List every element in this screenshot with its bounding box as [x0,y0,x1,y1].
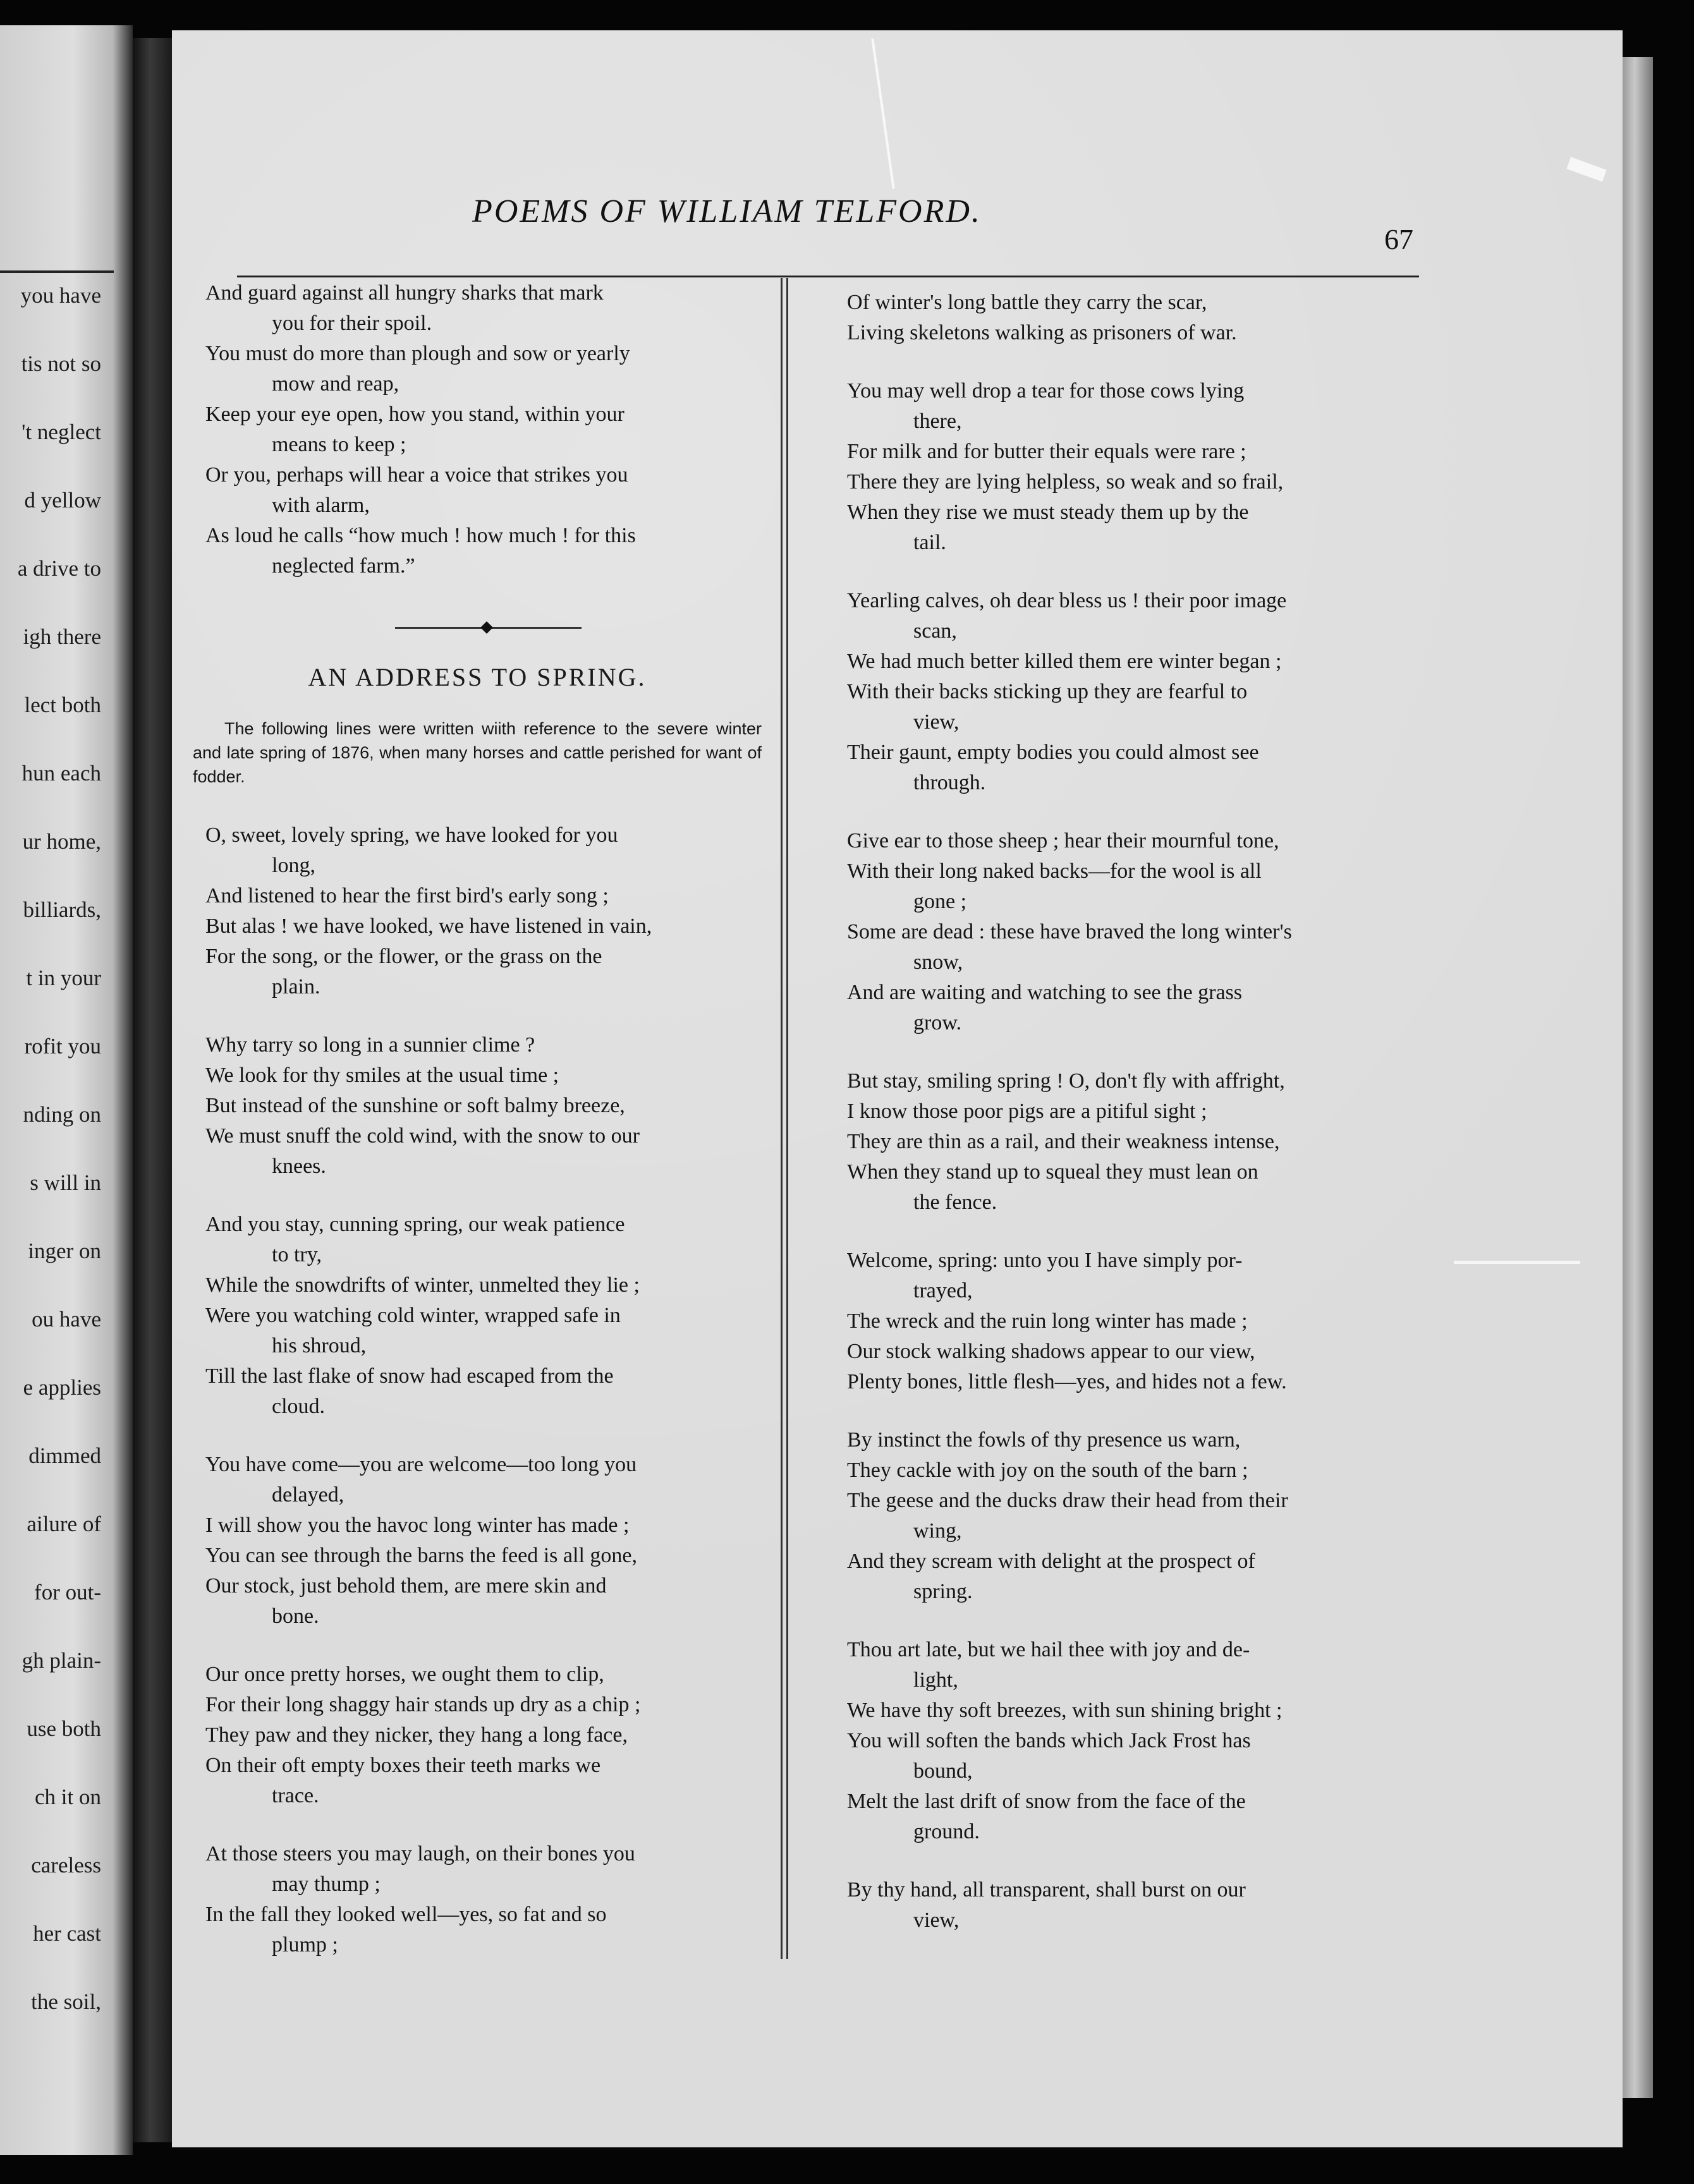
ornament-diamond [480,621,493,634]
facing-page-fragment: dimmed [28,1443,101,1468]
verse-line: But alas ! we have looked, we have listened in vain, [205,914,652,938]
verse-line: Were you watching cold winter, wrapped safe in [205,1304,621,1327]
facing-page-fragment: t in your [26,966,101,990]
facing-page-fragment: ou have [32,1307,101,1332]
verse-line: You can see through the barns the feed is all gone, [205,1544,637,1567]
verse-line: You will soften the bands which Jack Frost has [847,1729,1251,1752]
stanza [828,1875,1419,1936]
verse-line: You may well drop a tear for those cows lying [847,379,1245,403]
left-column [186,278,768,1988]
stanza [828,288,1419,348]
verse-line: Our once pretty horses, we ought them to clip, [205,1663,604,1686]
epigraph-text: The following lines were written wiith reference to the severe winter and late spring of 1876, when many horses and cattle perished for want of fodder. [193,719,762,786]
facing-page-fragment: the soil, [31,1989,101,2014]
facing-page-fragment: hun each [21,761,101,786]
verse-line: And they scream with delight at the prospect of [847,1550,1255,1573]
verse-line: O, sweet, lovely spring, we have looked for you [205,823,618,847]
facing-page-fragment: careless [31,1853,101,1878]
facing-page-fragment: her cast [33,1921,101,1946]
verse-line: Our stock walking shadows appear to our view, [847,1340,1255,1363]
verse-line: scan, [913,619,957,643]
facing-page-fragment: inger on [28,1239,101,1263]
verse-line: Our stock, just behold them, are mere skin and [205,1574,607,1598]
opening-stanza [186,278,768,581]
verse-line: trayed, [913,1279,973,1302]
verse-line: view, [913,1908,960,1932]
verse-line: When they stand up to squeal they must lean on [847,1160,1258,1184]
column-divider [781,278,788,1959]
verse-line: Yearling calves, oh dear bless us ! their poor image [847,589,1287,612]
facing-page-fragment: billiards, [23,897,101,922]
verse-line: bound, [913,1759,973,1783]
verse-line: Keep your eye open, how you stand, within your [205,403,625,426]
verse-line: grow. [913,1011,962,1034]
verse-line: you for their spoil. [272,312,432,335]
verse-line: tail. [913,531,946,554]
verse-line: neglected farm.” [272,554,415,578]
verse-line: view, [913,710,960,734]
verse-line: long, [272,854,315,877]
verse-line: snow, [913,950,963,974]
verse-line: through. [913,771,986,794]
verse-line: with alarm, [272,494,370,517]
verse-line: I know those poor pigs are a pitiful sight ; [847,1100,1207,1123]
page-number: 67 [1384,223,1413,255]
verse-line: And guard against all hungry sharks that mark [205,281,604,305]
verse-line: Welcome, spring: unto you I have simply por- [847,1249,1243,1272]
epigraph [193,717,762,789]
facing-page-fragment: 't neglect [21,420,101,444]
verse-line: Thou art late, but we hail thee with joy and de- [847,1638,1250,1661]
verse-line: his shroud, [272,1334,367,1357]
verse-line: At those steers you may laugh, on their bones you [205,1842,635,1866]
facing-page-fragment: nding on [23,1102,101,1127]
verse-line: knees. [272,1155,326,1178]
verse-line: You have come—you are welcome—too long you [205,1453,637,1476]
section-ornament [186,609,768,647]
verse-line: mow and reap, [272,372,399,396]
verse-line: By thy hand, all transparent, shall burst on our [847,1878,1246,1902]
right-column [828,288,1419,1963]
verse-line: plump ; [272,1933,338,1956]
facing-page-fragment: gh plain- [21,1648,101,1673]
verse-line: And you stay, cunning spring, our weak patience [205,1213,625,1236]
verse-line: They are thin as a rail, and their weakness intense, [847,1130,1280,1153]
verse-line: cloud. [272,1395,326,1418]
verse-line: Some are dead : these have braved the long winter's [847,920,1292,943]
verse-line: bone. [272,1605,319,1628]
facing-page-fragment: d yellow [24,488,101,513]
verse-line: With their long naked backs—for the wool is all [847,859,1262,883]
verse-line: Their gaunt, empty bodies you could almost see [847,741,1259,764]
verse-line: When they rise we must steady them up by the [847,500,1249,524]
facing-page-fragment: for out- [34,1580,101,1605]
verse-line: They cackle with joy on the south of the barn ; [847,1459,1248,1482]
facing-page-fragment: a drive to [17,556,101,581]
stanza [186,820,768,1002]
facing-page-fragment: ur home, [22,829,101,854]
verse-line: We have thy soft breezes, with sun shining bright ; [847,1699,1283,1722]
verse-line: Of winter's long battle they carry the scar, [847,291,1207,314]
facing-page-fragment: you have [20,283,101,308]
verse-line: Give ear to those sheep ; hear their mournful tone, [847,829,1279,852]
verse-line: to try, [272,1243,322,1266]
verse-line: gone ; [913,890,967,913]
stanza [186,1210,768,1422]
stanza [828,1066,1419,1218]
facing-page-fragment: tis not so [21,351,101,376]
verse-line: On their oft empty boxes their teeth marks we [205,1754,601,1777]
verse-line: While the snowdrifts of winter, unmelted they lie ; [205,1273,640,1297]
verse-line: By instinct the fowls of thy presence us warn, [847,1428,1241,1452]
verse-line: light, [913,1668,958,1692]
verse-line: I will show you the havoc long winter has made ; [205,1514,630,1537]
verse-line: For the song, or the flower, or the grass on the [205,945,602,968]
verse-line: For milk and for butter their equals were rare ; [847,440,1246,463]
facing-page-rule [0,270,114,273]
verse-line: Melt the last drift of snow from the face of the [847,1790,1246,1813]
verse-line: And listened to hear the first bird's early song ; [205,884,609,907]
facing-page-edge [0,25,133,2155]
verse-line: may thump ; [272,1872,381,1896]
verse-line: plain. [272,975,320,998]
stanza [828,376,1419,558]
verse-line: there, [913,410,962,433]
facing-page-fragment: e applies [23,1375,101,1400]
verse-line: We must snuff the cold wind, with the snow to our [205,1124,640,1148]
verse-line: For their long shaggy hair stands up dry as a chip ; [205,1693,641,1716]
left-stanzas [186,820,768,1960]
verse-line: But instead of the sunshine or soft balmy breeze, [205,1094,625,1117]
facing-page-fragment: ailure of [27,1512,101,1536]
verse-line: delayed, [272,1483,344,1507]
facing-page-fragment: lect both [24,693,101,717]
facing-page-fragment: rofit you [24,1034,101,1059]
facing-page-fragment: use both [27,1716,101,1741]
stanza [828,1425,1419,1607]
verse-line: trace. [272,1784,319,1807]
stanza [828,1246,1419,1397]
verse-line: There they are lying helpless, so weak and so frail, [847,470,1284,494]
verse-line: ground. [913,1820,980,1843]
verse-line: wing, [913,1519,962,1543]
facing-page-fragment: igh there [23,624,101,649]
verse-line: Till the last flake of snow had escaped from the [205,1364,614,1388]
verse-line: We had much better killed them ere winter began ; [847,650,1282,673]
verse-line: Why tarry so long in a sunnier clime ? [205,1033,535,1057]
header-rule [237,276,1419,277]
verse-line: With their backs sticking up they are fearful to [847,680,1248,703]
verse-line: They paw and they nicker, they hang a long face, [205,1723,628,1747]
verse-line: But stay, smiling spring ! O, don't fly with affright, [847,1069,1285,1093]
stanza [828,586,1419,798]
verse-line: In the fall they looked well—yes, so fat and so [205,1903,607,1926]
verse-line: the fence. [913,1191,997,1214]
page-edge [1623,57,1653,2098]
poem-title: AN ADDRESS TO SPRING. [308,663,647,691]
stanza [828,826,1419,1038]
verse-line: You must do more than plough and sow or yearly [205,342,630,365]
verse-line: And are waiting and watching to see the grass [847,981,1243,1004]
verse-line: Or you, perhaps will hear a voice that strikes you [205,463,628,487]
verse-line: spring. [913,1580,973,1603]
stanza [186,1839,768,1960]
verse-line: As loud he calls “how much ! how much ! for this [205,524,636,547]
verse-line: The wreck and the ruin long winter has made ; [847,1309,1248,1333]
right-stanzas [828,288,1419,1936]
verse-line: means to keep ; [272,433,406,456]
book-spine [133,38,172,2142]
verse-line: The geese and the ducks draw their head from their [847,1489,1288,1512]
verse-line: Plenty bones, little flesh—yes, and hides not a few. [847,1370,1287,1393]
stanza [186,1450,768,1632]
stanza [186,1659,768,1811]
verse-line: We look for thy smiles at the usual time ; [205,1064,559,1087]
verse-line: Living skeletons walking as prisoners of war. [847,321,1237,344]
facing-page-fragment: ch it on [35,1785,101,1809]
stanza [186,1030,768,1182]
facing-page-fragment: s will in [30,1170,101,1195]
running-title: POEMS OF WILLIAM TELFORD. [472,193,982,229]
scan-scratch [1454,1261,1580,1264]
stanza [828,1635,1419,1847]
